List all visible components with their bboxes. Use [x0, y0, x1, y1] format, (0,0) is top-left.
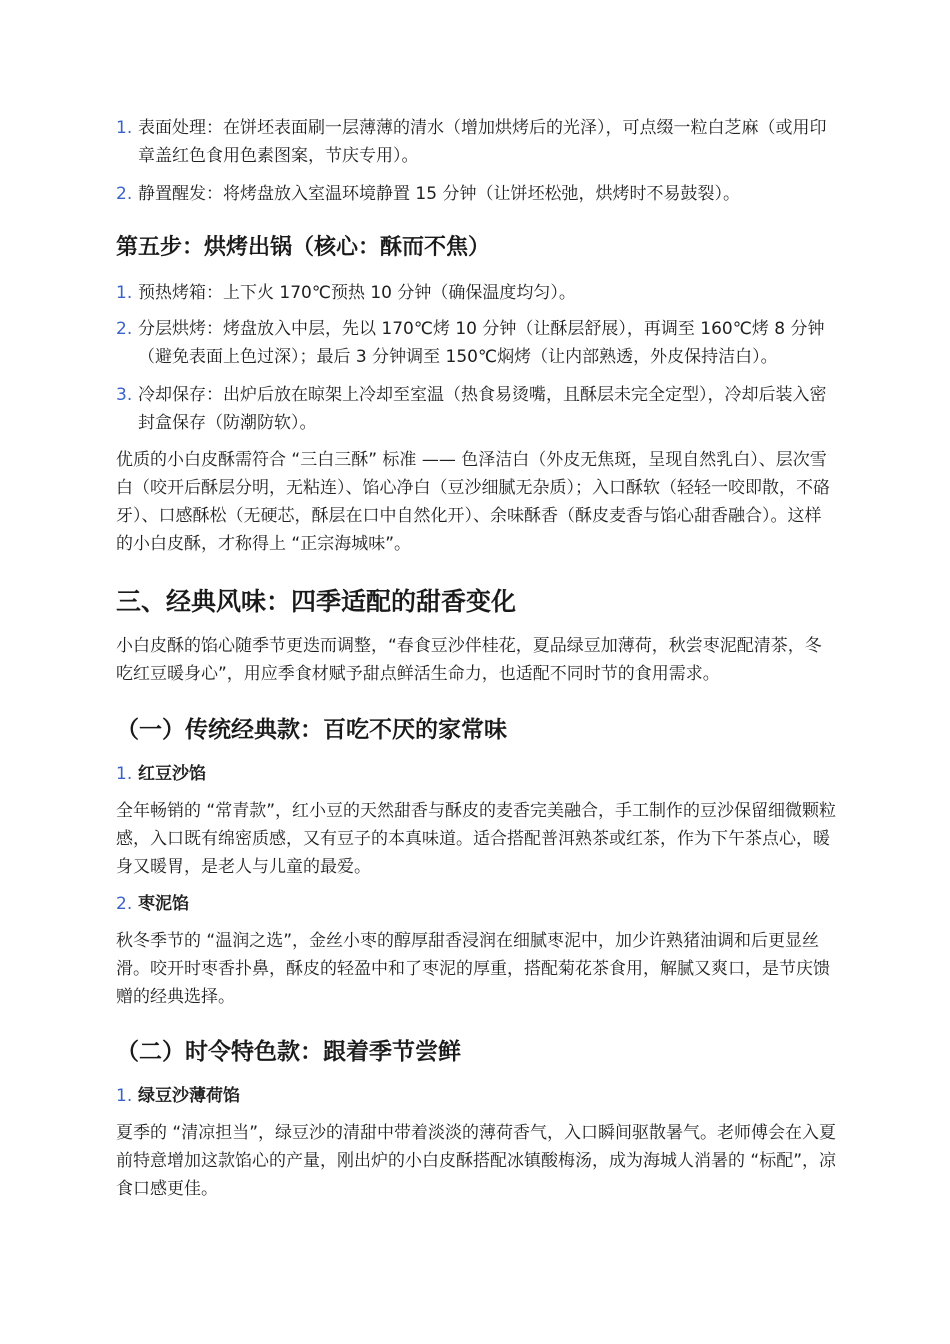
- section3-heading: 三、经典风味：四季适配的甜香变化: [116, 587, 517, 616]
- list-number: 1.: [116, 764, 133, 784]
- quality-paragraph: 优质的小白皮酥需符合 “三白三酥” 标准 —— 色泽洁白（外皮无焦斑，呈现自然乳白）、层次雪白（咬开后酥层分明，无粘连）、馅心净白（豆沙细腻无杂质）；入口酥软（轻轻一咬即散，不硌牙）、口感酥松（无硬芯，酥层在口中自然化开）、余味酥香（酥皮麦香与馅心甜香融合）。这样的小白皮酥，才称得上 “正宗海城味”。: [116, 450, 830, 554]
- date-paste-paragraph: 秋冬季节的 “温润之选”，金丝小枣的醇厚甜香浸润在细腻枣泥中，加少许熟猪油调和后更显丝滑。咬开时枣香扑鼻，酥皮的轻盈中和了枣泥的厚重，搭配菊花茶食用，解腻又爽口，是节庆馈赠的经典选择。: [116, 931, 830, 1007]
- subsection2-heading: （二）时令特色款：跟着季节尝鲜: [116, 1039, 461, 1065]
- list-number: 1.: [116, 118, 133, 138]
- list-item: [116, 315, 836, 371]
- list-number: 2.: [116, 184, 133, 204]
- list-item: [116, 890, 836, 918]
- item-label: 红豆沙馅: [138, 764, 206, 784]
- list-text: 分层烘烤：烤盘放入中层，先以 170℃烤 10 分钟（让酥层舒展），再调至 160℃烤 8 分钟（避免表面上色过深）；最后 3 分钟调至 150℃焖烤（让内部熟透，外皮保持洁白）。: [138, 319, 825, 367]
- list-text: 预热烤箱：上下火 170℃预热 10 分钟（确保温度均匀）。: [138, 283, 576, 303]
- list-text: 表面处理：在饼坯表面刷一层薄薄的清水（增加烘烤后的光泽），可点缀一粒白芝麻（或用印章盖红色食用色素图案，节庆专用）。: [138, 118, 827, 166]
- list-number: 2.: [116, 319, 133, 339]
- list-number: 1.: [116, 283, 133, 303]
- list-text: 冷却保存：出炉后放在晾架上冷却至室温（热食易烫嘴，且酥层未完全定型），冷却后装入密封盒保存（防潮防软）。: [138, 385, 827, 433]
- list-item: [116, 1082, 836, 1110]
- subsection1-heading: （一）传统经典款：百吃不厌的家常味: [116, 717, 507, 743]
- list-number: 1.: [116, 1086, 133, 1106]
- list-number: 3.: [116, 385, 133, 405]
- red-bean-paragraph: 全年畅销的 “常青款”，红小豆的天然甜香与酥皮的麦香完美融合，手工制作的豆沙保留细微颗粒感，入口既有绵密质感，又有豆子的本真味道。适合搭配普洱熟茶或红茶，作为下午茶点心，暖身又暖胃，是老人与儿童的最爱。: [116, 801, 837, 877]
- list-item: [116, 114, 836, 170]
- list-item: [116, 180, 836, 208]
- item-label: 枣泥馅: [138, 894, 189, 914]
- section3-intro: 小白皮酥的馅心随季节更迭而调整，“春食豆沙伴桂花，夏品绿豆加薄荷，秋尝枣泥配清茶，冬吃红豆暖身心”，用应季食材赋予甜点鲜活生命力，也适配不同时节的食用需求。: [116, 636, 822, 684]
- list-number: 2.: [116, 894, 133, 914]
- step5-heading: 第五步：烘烤出锅（核心：酥而不焦）: [116, 235, 491, 260]
- list-item: [116, 760, 836, 788]
- list-item: [116, 381, 836, 437]
- list-item: [116, 279, 836, 307]
- item-label: 绿豆沙薄荷馅: [138, 1086, 240, 1106]
- list-text: 静置醒发：将烤盘放入室温环境静置 15 分钟（让饼坯松弛，烘烤时不易鼓裂）。: [138, 184, 740, 204]
- mint-paragraph: 夏季的 “清凉担当”，绿豆沙的清甜中带着淡淡的薄荷香气，入口瞬间驱散暑气。老师傅会在入夏前特意增加这款馅心的产量，刚出炉的小白皮酥搭配冰镇酸梅汤，成为海城人消暑的 “标配”，凉食口感更佳。: [116, 1123, 837, 1199]
